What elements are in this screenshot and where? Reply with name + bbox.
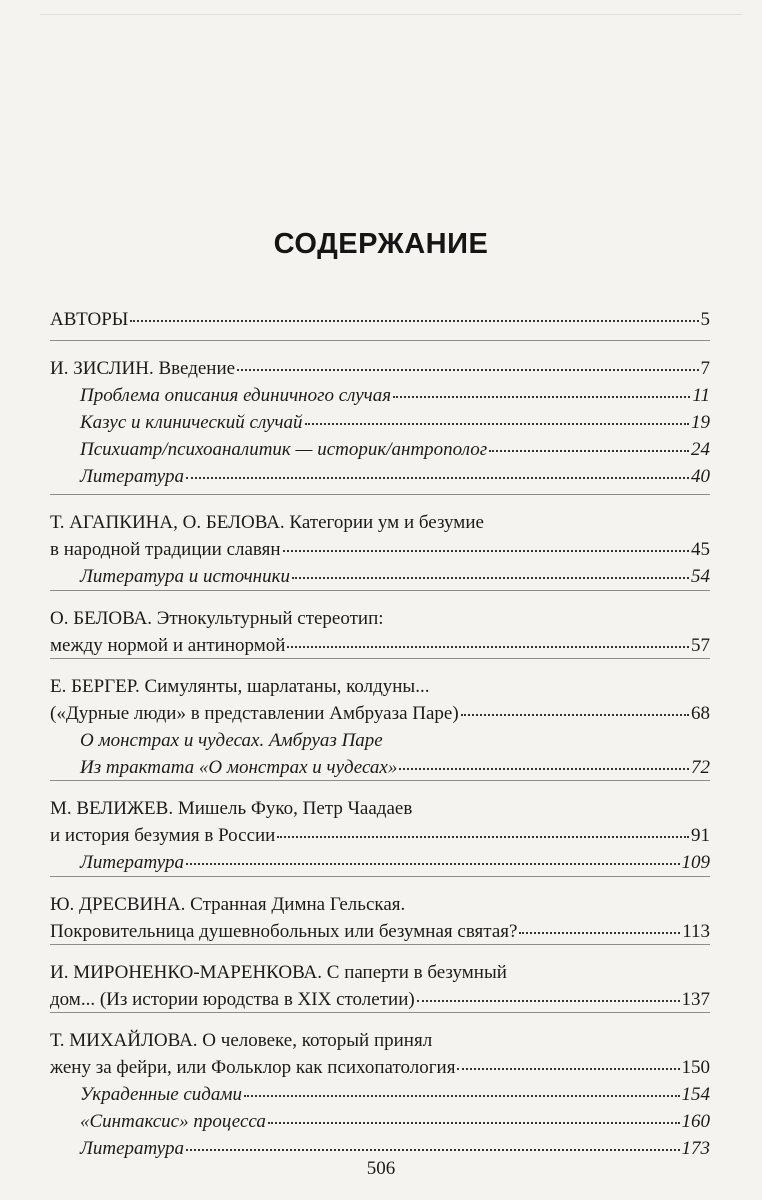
toc-title: Из трактата «О монстрах и чудесах»: [80, 757, 398, 778]
toc-subentry[interactable]: [50, 436, 710, 463]
toc-title: жену за фейри, или Фольклор как психопатология: [50, 1057, 456, 1078]
toc-title: М. ВЕЛИЖЕВ. Мишель Фуко, Петр Чаадаев: [50, 798, 413, 819]
toc-page-number: 54: [691, 566, 710, 587]
toc-page-number: 57: [691, 635, 710, 656]
dot-leader: [186, 473, 689, 479]
dot-leader: [186, 1145, 680, 1151]
dot-leader: [393, 392, 690, 398]
toc-subentry[interactable]: [50, 1081, 710, 1108]
dot-leader: [417, 996, 680, 1002]
toc-page-number: 11: [692, 385, 710, 406]
toc-title: Т. АГАПКИНА, О. БЕЛОВА. Категории ум и безумие: [50, 512, 484, 533]
dot-leader: [399, 764, 689, 770]
toc-line[interactable]: [50, 795, 710, 822]
toc-title: Ю. ДРЕСВИНА. Странная Димна Гельская.: [50, 894, 406, 915]
toc-title: АВТОРЫ: [50, 309, 129, 330]
dot-leader: [457, 1064, 679, 1070]
toc-title: («Дурные люди» в представлении Амбруаза Паре): [50, 703, 459, 724]
toc-page-number: 72: [691, 757, 710, 778]
toc-entry: [50, 590, 710, 659]
dot-leader: [237, 365, 698, 371]
toc-subentry[interactable]: [50, 409, 710, 436]
toc-entry: [50, 306, 710, 333]
toc-title: Проблема описания единичного случая: [80, 385, 392, 406]
dot-leader: [489, 446, 689, 452]
dot-leader: [268, 1118, 680, 1124]
toc-title: Психиатр/психоаналитик — историк/антрополог: [80, 439, 488, 460]
toc-title: в народной традиции славян: [50, 539, 281, 560]
page-title: СОДЕРЖАНИЕ: [273, 228, 489, 260]
toc-subentry[interactable]: [50, 727, 710, 754]
toc-subentry[interactable]: [50, 754, 710, 781]
dot-leader: [292, 573, 689, 579]
toc-line[interactable]: [50, 306, 710, 333]
toc-page-number: 91: [691, 825, 710, 846]
toc-page-number: 113: [682, 921, 710, 942]
toc-page-number: 40: [691, 466, 710, 487]
dot-leader: [130, 316, 698, 322]
toc-title: Литература: [80, 1138, 184, 1159]
toc-title: Казус и клинический случай: [80, 412, 303, 433]
toc-line[interactable]: [50, 1054, 710, 1081]
toc-page-number: 19: [691, 412, 710, 433]
dot-leader: [186, 859, 680, 865]
toc-title: О. БЕЛОВА. Этнокультурный стереотип:: [50, 608, 384, 629]
toc-subentry[interactable]: [50, 849, 710, 876]
toc-page-number: 109: [681, 852, 710, 873]
toc-title: И. ЗИСЛИН. Введение: [50, 358, 236, 379]
toc-entry: [50, 944, 710, 1013]
toc-title: и история безумия в России: [50, 825, 276, 846]
dot-leader: [461, 710, 689, 716]
toc-line[interactable]: [50, 986, 710, 1013]
toc-title: Украденные сидами: [80, 1084, 243, 1105]
toc-line[interactable]: [50, 355, 710, 382]
toc-line[interactable]: [50, 918, 710, 945]
toc-page-number: 173: [681, 1138, 710, 1159]
running-header-bleed: [40, 0, 742, 15]
toc-page-number: 137: [681, 989, 710, 1010]
toc-entry: [50, 876, 710, 945]
toc-line[interactable]: [50, 1027, 710, 1054]
toc-title: Т. МИХАЙЛОВА. О человеке, который принял: [50, 1030, 433, 1051]
toc-page-number: 68: [691, 703, 710, 724]
toc-title: Е. БЕРГЕР. Симулянты, шарлатаны, колдуны...: [50, 676, 430, 697]
dot-leader: [277, 832, 689, 838]
toc-subentry[interactable]: [50, 463, 710, 490]
toc-subentry[interactable]: [50, 563, 710, 590]
toc-line[interactable]: [50, 605, 710, 632]
toc-page-number: 45: [691, 539, 710, 560]
toc-line[interactable]: [50, 822, 710, 849]
toc-line[interactable]: [50, 509, 710, 536]
toc-subentry[interactable]: [50, 1108, 710, 1135]
toc-title: И. МИРОНЕНКО-МАРЕНКОВА. С паперти в безумный: [50, 962, 507, 983]
toc-line[interactable]: [50, 891, 710, 918]
dot-leader: [283, 546, 689, 552]
toc-title: О монстрах и чудесах. Амбруаз Паре: [80, 730, 383, 751]
dot-leader: [305, 419, 689, 425]
toc-page-number: 7: [700, 358, 710, 379]
toc-line[interactable]: [50, 673, 710, 700]
dot-leader: [519, 928, 680, 934]
toc-title: Литература: [80, 852, 184, 873]
toc-entry: [50, 494, 710, 590]
dot-leader: [287, 642, 689, 648]
toc-title: дом... (Из истории юродства в XIX столетии): [50, 989, 415, 1010]
toc-line[interactable]: [50, 959, 710, 986]
toc-page-number: 150: [681, 1057, 710, 1078]
toc-subentry[interactable]: [50, 382, 710, 409]
toc-line[interactable]: [50, 632, 710, 659]
toc-page-number: 24: [691, 439, 710, 460]
toc-title: «Синтаксис» процесса: [80, 1111, 266, 1132]
page-number: 506: [366, 1158, 396, 1179]
toc-line[interactable]: [50, 536, 710, 563]
toc-title: Литература и источники: [80, 566, 290, 587]
toc-page-number: 154: [681, 1084, 710, 1105]
toc-title: между нормой и антинормой: [50, 635, 286, 656]
toc-line[interactable]: [50, 700, 710, 727]
toc-entry: [50, 658, 710, 781]
dot-leader: [244, 1091, 679, 1097]
toc-entry: [50, 780, 710, 876]
toc-entry: [50, 340, 710, 490]
toc-page-number: 160: [681, 1111, 710, 1132]
toc-title: Покровительница душевнобольных или безумная святая?: [50, 921, 518, 942]
toc-page-number: 5: [700, 309, 710, 330]
toc-entry: [50, 1012, 710, 1162]
toc-title: Литература: [80, 466, 184, 487]
